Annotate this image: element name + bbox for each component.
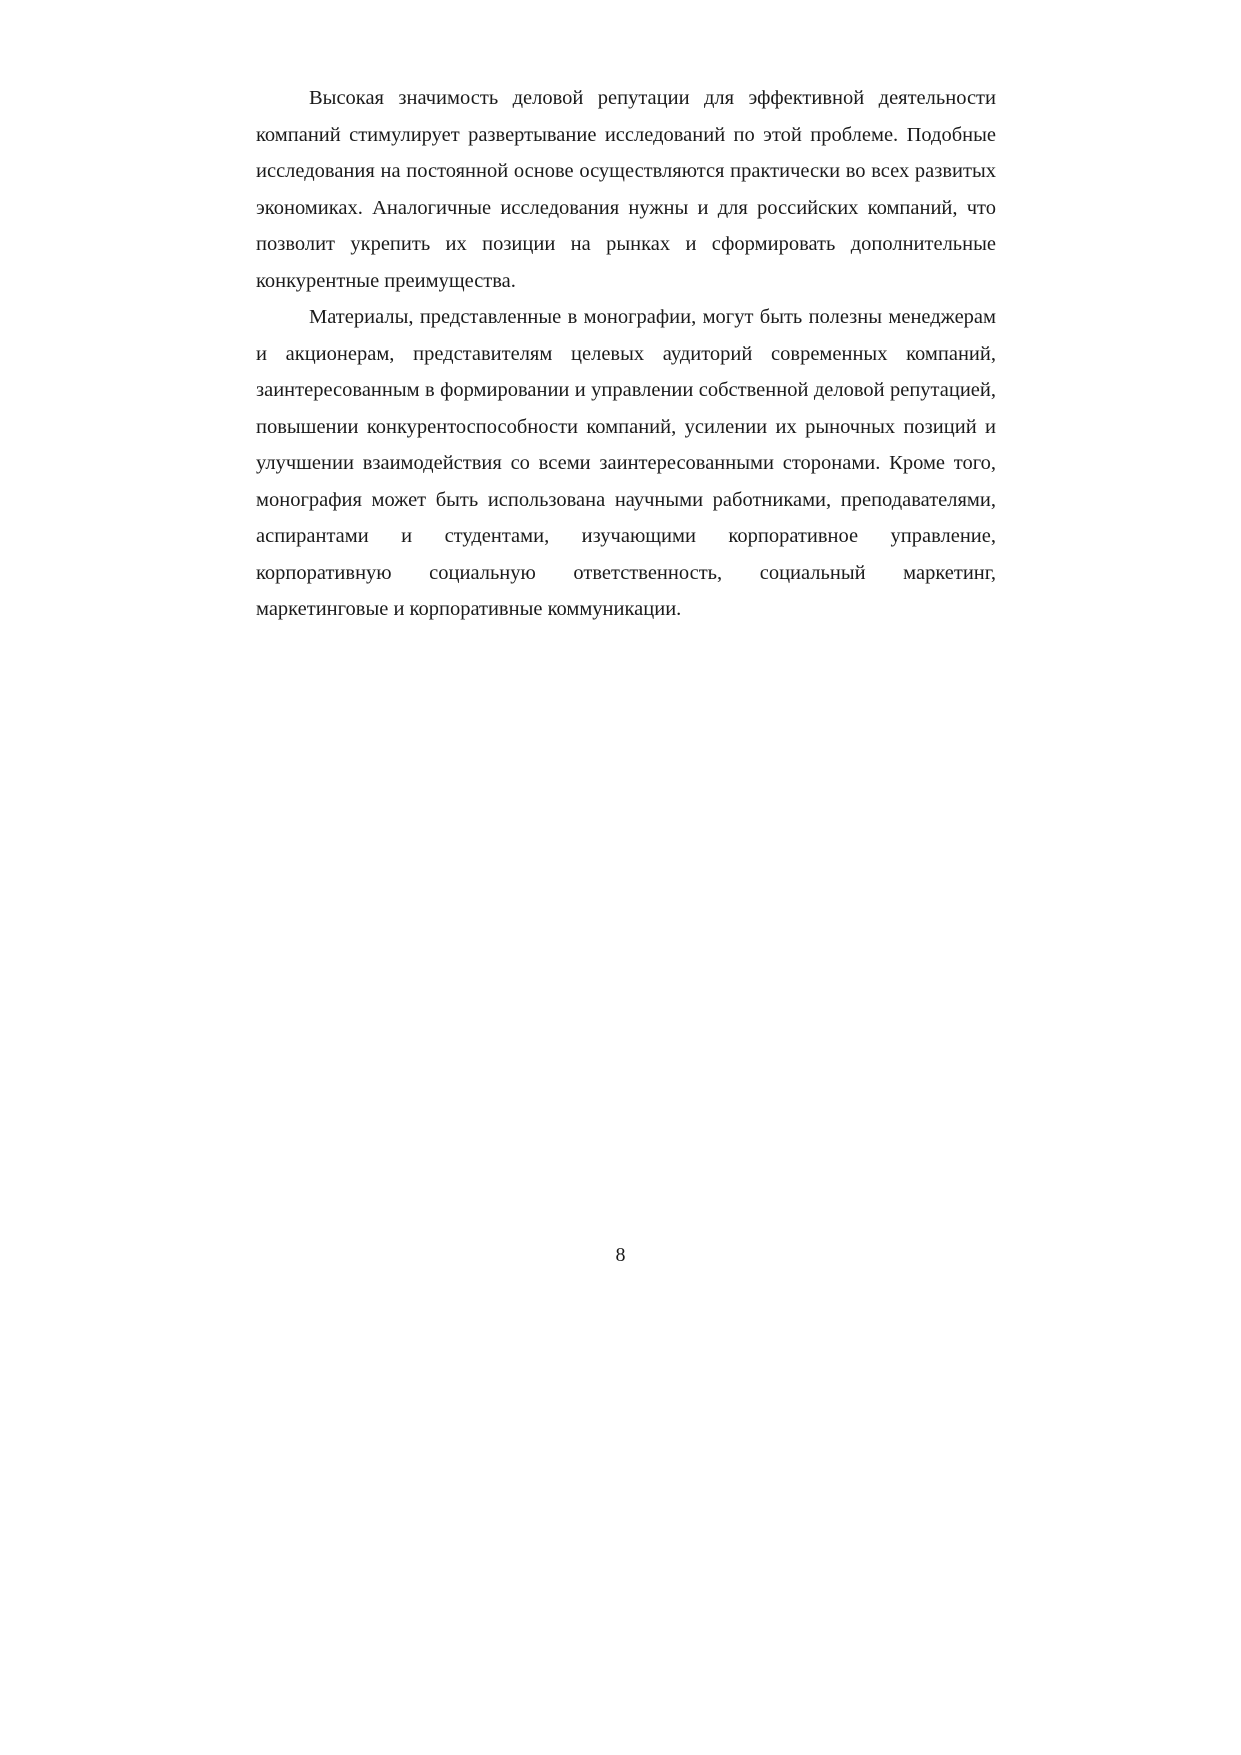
paragraph-2: Материалы, представленные в монографии, могут быть полезны менеджерам и акционерам, представителям целевых аудиторий современных компаний, заинтересованным в формировании и управлении собственной деловой репутацией, повышении конкурентоспособности компаний, усилении их рыночных позиций и улучшении взаимодействия со всеми заинтересованными сторонами. Кроме того, монография может быть использована научными работниками, преподавателями, аспирантами и студентами, изучающими корпоративное управление, корпоративную социальную ответственность, социальный маркетинг, маркетинговые и корпоративные коммуникации. <box>256 306 996 620</box>
paragraph-1: Высокая значимость деловой репутации для эффективной деятельности компаний стимулирует развертывание исследований по этой проблеме. Подобные исследования на постоянной основе осуществляются практически во всех развитых экономиках. Аналогичные исследования нужны и для российских компаний, что позволит укрепить их позиции на рынках и сформировать дополнительные конкурентные преимущества. <box>256 87 996 292</box>
body-text <box>256 80 996 628</box>
page-number: 8 <box>615 1244 626 1266</box>
